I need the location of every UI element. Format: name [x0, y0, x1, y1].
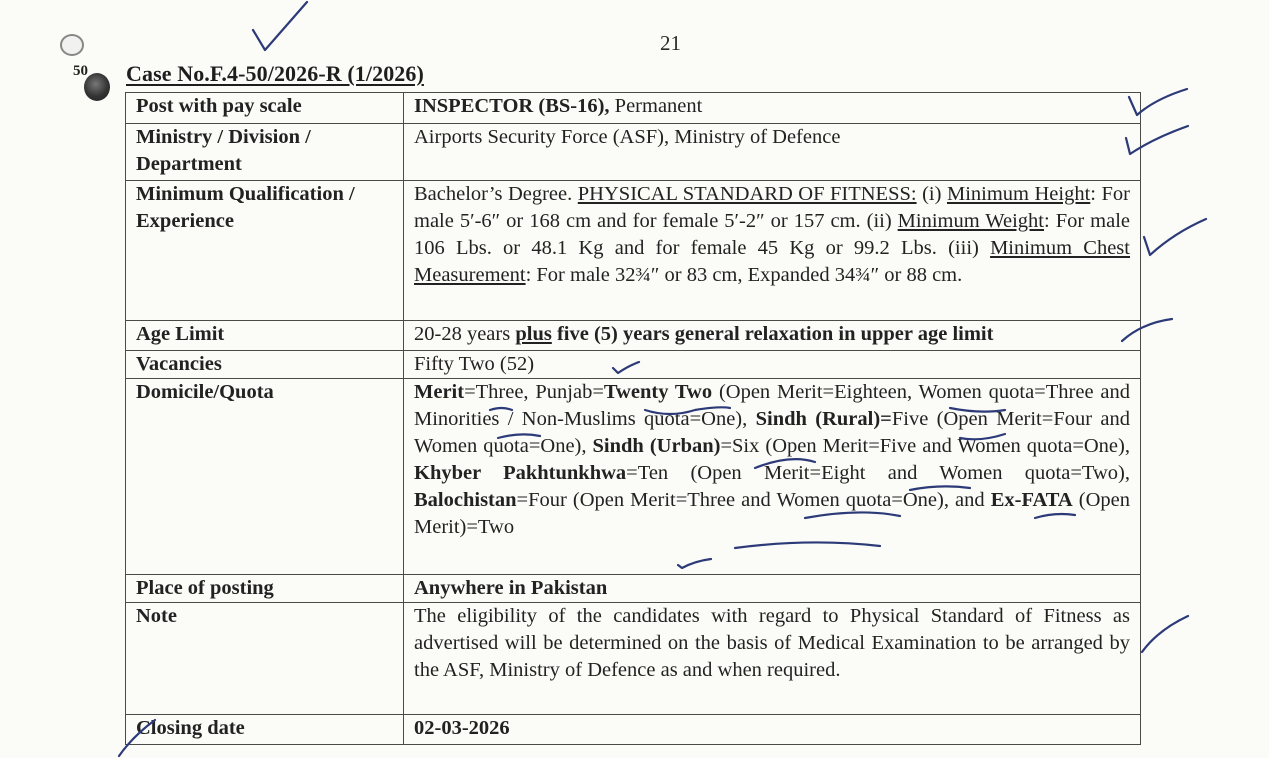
pen-tick-icon	[1140, 215, 1210, 260]
chest-text: : For male 32¾″ or 83 cm, Expanded 34¾″ or 88 cm.	[525, 264, 963, 286]
age-plus: plus	[515, 323, 552, 345]
label-qualification: Minimum Qualification / Experience	[126, 181, 404, 321]
domicile-segment: Sindh (Rural)=	[755, 408, 892, 430]
height-label: Minimum Height	[946, 183, 1091, 205]
domicile-segment: Twenty Two	[603, 381, 713, 403]
weight-label: Minimum Weight	[897, 210, 1044, 232]
value-note: The eligibility of the candidates with regard to Physical Standard of Fitness as advertised will be determined on the basis of Medical Examination to be arranged by the ASF, Ministry of Defence as and when required.	[404, 603, 1141, 715]
value-posting: Anywhere in Pakistan	[404, 575, 1141, 603]
post-title: INSPECTOR (BS-16),	[414, 95, 610, 117]
height-text: : For male 5′-6″ or 168 cm and for female 5′-2″ or 157 cm. (ii)	[414, 183, 1130, 232]
label-closing-date: Closing date	[126, 715, 404, 745]
post-type: Permanent	[609, 95, 703, 117]
value-vacancies: Fifty Two (52)	[404, 351, 1141, 379]
domicile-segment: Merit	[414, 381, 465, 403]
ink-smudge	[60, 34, 84, 56]
domicile-segment: =Six (Open Merit=Five and Women quota=One),	[720, 435, 1130, 457]
row-post	[126, 93, 1141, 124]
label-note: Note	[126, 603, 404, 715]
row-closing-date	[126, 715, 1141, 745]
domicile-segment: (Open Merit=Eighteen, Women quota=Three and Minorities / Non-Muslims quota=One),	[414, 381, 1130, 430]
row-note	[126, 603, 1141, 715]
age-relaxation: five (5) years general relaxation in upper age limit	[551, 323, 994, 345]
domicile-segment: =Ten (Open Merit=Eight and Women quota=Two),	[626, 462, 1130, 484]
value-closing-date: 02-03-2026	[404, 715, 1141, 745]
domicile-segment: =Four (Open Merit=Three and Women quota=One), and	[516, 489, 991, 511]
domicile-segment: (Open Merit)=Two	[414, 489, 1130, 538]
label-age-limit: Age Limit	[126, 321, 404, 351]
row-qualification	[126, 181, 1141, 321]
chest-label: Minimum Chest Measurement	[414, 237, 1130, 286]
row-vacancies	[126, 351, 1141, 379]
job-details-table	[125, 92, 1141, 745]
age-range: 20-28 years	[414, 323, 516, 345]
domicile-segment: Balochistan	[414, 489, 517, 511]
item-i: (i)	[916, 183, 947, 205]
row-ministry	[126, 124, 1141, 181]
domicile-segment: Khyber Pakhtunkhwa	[414, 462, 627, 484]
case-heading: Case No.F.4-50/2026-R (1/2026)	[126, 61, 424, 86]
label-posting: Place of posting	[126, 575, 404, 603]
value-post	[404, 93, 1141, 124]
row-age-limit	[126, 321, 1141, 351]
pen-tick-icon	[245, 0, 315, 55]
degree-text: Bachelor’s Degree.	[414, 183, 578, 205]
domicile-segment: Sindh (Urban)	[592, 435, 721, 457]
label-vacancies: Vacancies	[126, 351, 404, 379]
label-domicile: Domicile/Quota	[126, 379, 404, 575]
pen-tick-icon	[1138, 612, 1193, 657]
value-ministry: Airports Security Force (ASF), Ministry of Defence	[404, 124, 1141, 181]
value-age-limit	[404, 321, 1141, 351]
label-ministry: Ministry / Division / Department	[126, 124, 404, 181]
domicile-segment: Five (Open Merit=Four and Women quota=One),	[414, 408, 1130, 457]
row-posting	[126, 575, 1141, 603]
value-qualification	[404, 181, 1141, 321]
value-domicile	[404, 379, 1141, 575]
weight-text: : For male 106 Lbs. or 48.1 Kg and for female 45 Kg or 99.2 Lbs. (iii)	[414, 210, 1131, 259]
item-number: 50	[73, 63, 88, 79]
physical-standard-heading: PHYSICAL STANDARD OF FITNESS:	[577, 183, 917, 205]
row-domicile	[126, 379, 1141, 575]
domicile-segment: Ex-FATA	[990, 489, 1073, 511]
domicile-segment: =Three, Punjab=	[464, 381, 604, 403]
page-number: 21	[660, 31, 681, 55]
label-post: Post with pay scale	[126, 93, 404, 124]
